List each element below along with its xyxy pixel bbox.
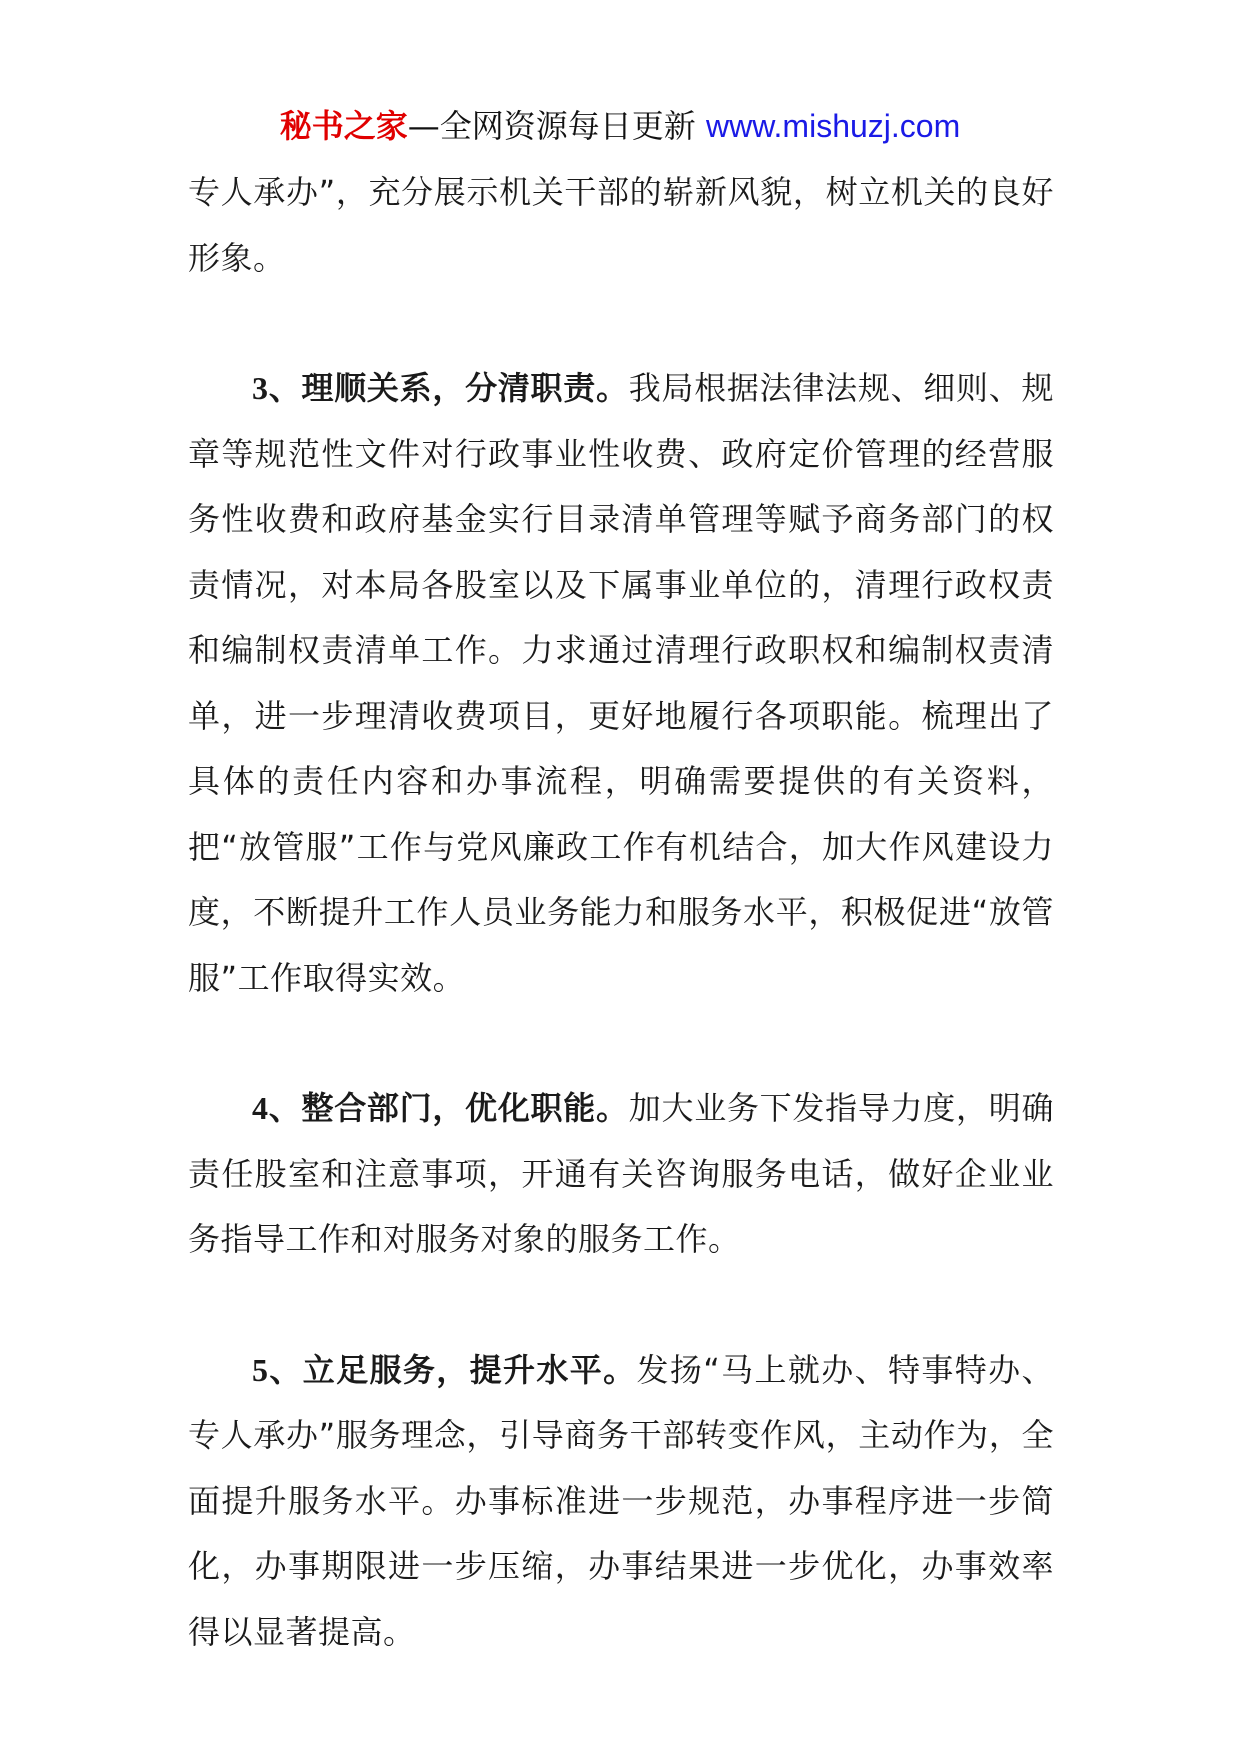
paragraph-number: 3 [252,370,269,406]
paragraph-5 [188,1338,1054,1666]
paragraph-number: 5 [252,1351,269,1388]
paragraph-number: 4 [252,1090,269,1126]
header-tagline: —全网资源每日更新 [407,107,706,145]
paragraph-separator: 、 [268,1089,302,1127]
continuation-text: 专人承办”，充分展示机关干部的崭新风貌，树立机关的良好形象。 [188,173,1054,277]
paragraph-separator: 、 [268,1350,303,1389]
document-body [188,160,1054,1665]
paragraph-body: 发扬“马上就办、特事特办、专人承办”服务理念，引导商务干部转变作风，主动作为，全面提升服务水平。办事标准进一步规范，办事程序进一步简化，办事期限进一步压缩，办事结果进一步优化，办事效率得以显著提高。 [188,1350,1054,1651]
paragraph-3 [188,356,1054,1011]
paragraph-4 [188,1076,1054,1273]
brand-name: 秘书之家 [279,107,408,145]
site-url-link[interactable]: www.mishuzj.com [705,108,961,144]
paragraph-heading: 立足服务，提升水平。 [302,1350,637,1389]
page-header [0,103,1240,149]
paragraph-body: 我局根据法律法规、细则、规章等规范性文件对行政事业性收费、政府定价管理的经营服务性收费和政府基金实行目录清单管理等赋予商务部门的权责情况，对本局各股室以及下属事业单位的，清理行政权责和编制权责清单工作。力求通过清理行政职权和编制权责清单，进一步理清收费项目，更好地履行各项职能。梳理出了具体的责任内容和办事流程，明确需要提供的有关资料，把“放管服”工作与党风廉政工作有机结合，加大作风建设力度，不断提升工作人员业务能力和服务水平，积极促进“放管服”工作取得实效。 [188,369,1054,997]
paragraph-heading: 整合部门，优化职能。 [301,1089,629,1127]
paragraph-body: 加大业务下发指导力度，明确责任股室和注意事项，开通有关咨询服务电话，做好企业业务指导工作和对服务对象的服务工作。 [188,1089,1054,1258]
paragraph-heading: 理顺关系，分清职责。 [301,369,629,407]
paragraph-separator: 、 [268,369,302,407]
